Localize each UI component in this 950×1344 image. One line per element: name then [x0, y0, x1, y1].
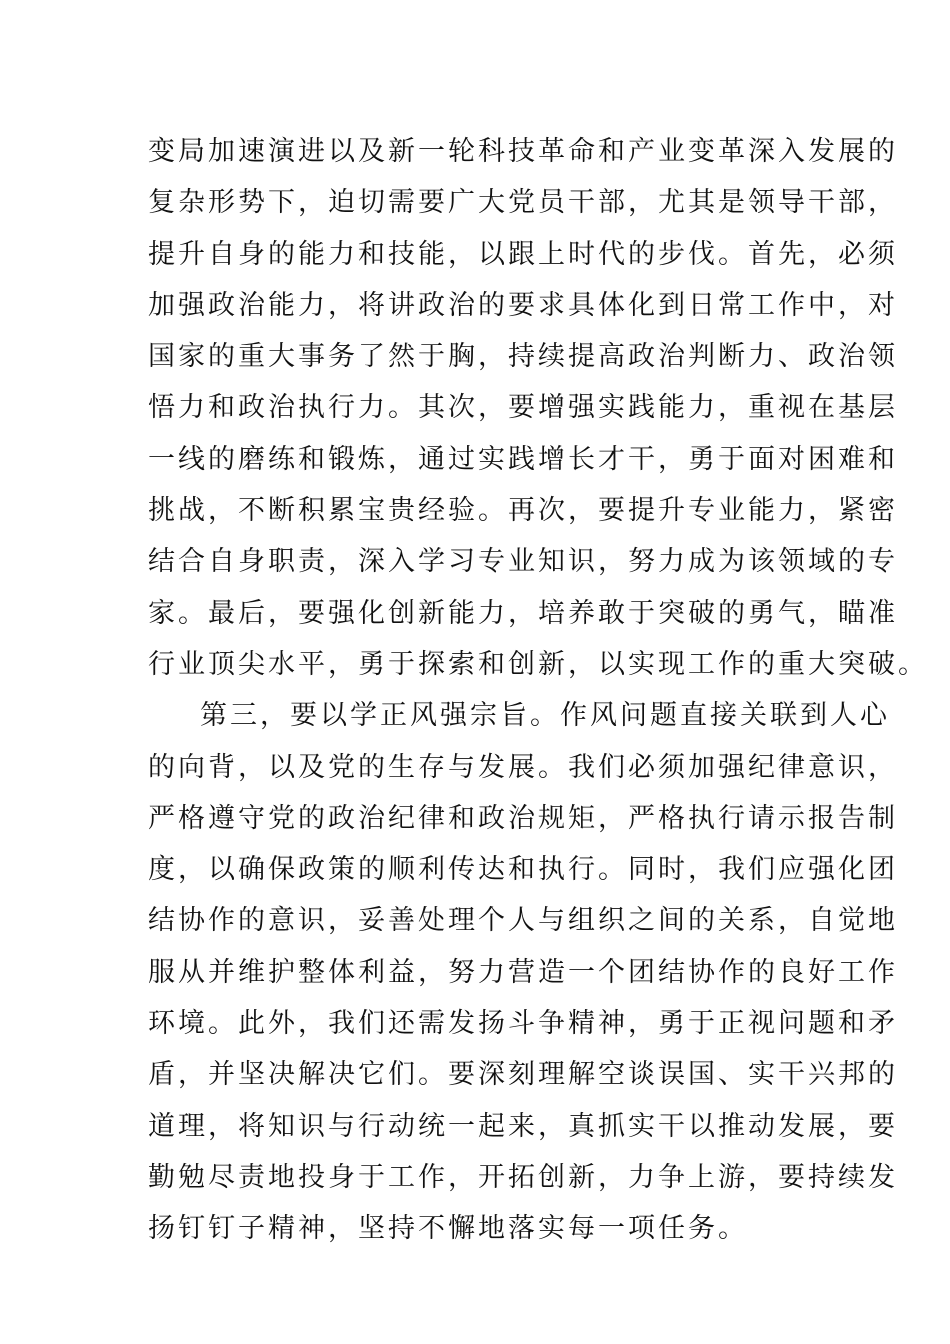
text-line: 结合自身职责，深入学习专业知识，努力成为该领域的专 — [148, 546, 898, 578]
text-line: 行业顶尖水平，勇于探索和创新，以实现工作的重大突破。 — [148, 648, 928, 680]
text-line: 挑战，不断积累宝贵经验。再次，要提升专业能力，紧密 — [148, 495, 898, 527]
text-line: 一线的磨练和锻炼，通过实践增长才干，勇于面对困难和 — [148, 443, 898, 475]
text-line: 的向背，以及党的生存与发展。我们必须加强纪律意识， — [148, 751, 898, 783]
text-line: 家。最后，要强化创新能力，培养敢于突破的勇气，瞄准 — [148, 597, 898, 629]
text-line: 度，以确保政策的顺利传达和执行。同时，我们应强化团 — [148, 854, 898, 886]
text-line: 国家的重大事务了然于胸，持续提高政治判断力、政治领 — [148, 341, 898, 373]
text-line: 结协作的意识，妥善处理个人与组织之间的关系，自觉地 — [148, 905, 898, 937]
text-line: 勤勉尽责地投身于工作，开拓创新，力争上游，要持续发 — [148, 1161, 898, 1193]
text-line: 盾，并坚决解决它们。要深刻理解空谈误国、实干兴邦的 — [148, 1059, 898, 1091]
text-line: 环境。此外，我们还需发扬斗争精神，勇于正视问题和矛 — [148, 1008, 898, 1040]
text-line: 提升自身的能力和技能，以跟上时代的步伐。首先，必须 — [148, 238, 898, 270]
text-line: 悟力和政治执行力。其次，要增强实践能力，重视在基层 — [148, 392, 898, 424]
text-line: 服从并维护整体利益，努力营造一个团结协作的良好工作 — [148, 956, 898, 988]
text-line: 道理，将知识与行动统一起来，真抓实干以推动发展，要 — [148, 1110, 898, 1142]
text-line: 复杂形势下，迫切需要广大党员干部，尤其是领导干部， — [148, 187, 898, 219]
text-line: 严格遵守党的政治纪律和政治规矩，严格执行请示报告制 — [148, 802, 898, 834]
body-text — [148, 126, 928, 1255]
text-line: 扬钉钉子精神，坚持不懈地落实每一项任务。 — [148, 1213, 748, 1245]
text-line: 加强政治能力，将讲政治的要求具体化到日常工作中，对 — [148, 289, 898, 321]
paragraph-start-line: 第三，要以学正风强宗旨。作风问题直接关联到人心 — [200, 700, 890, 732]
text-line: 变局加速演进以及新一轮科技革命和产业变革深入发展的 — [148, 136, 898, 167]
